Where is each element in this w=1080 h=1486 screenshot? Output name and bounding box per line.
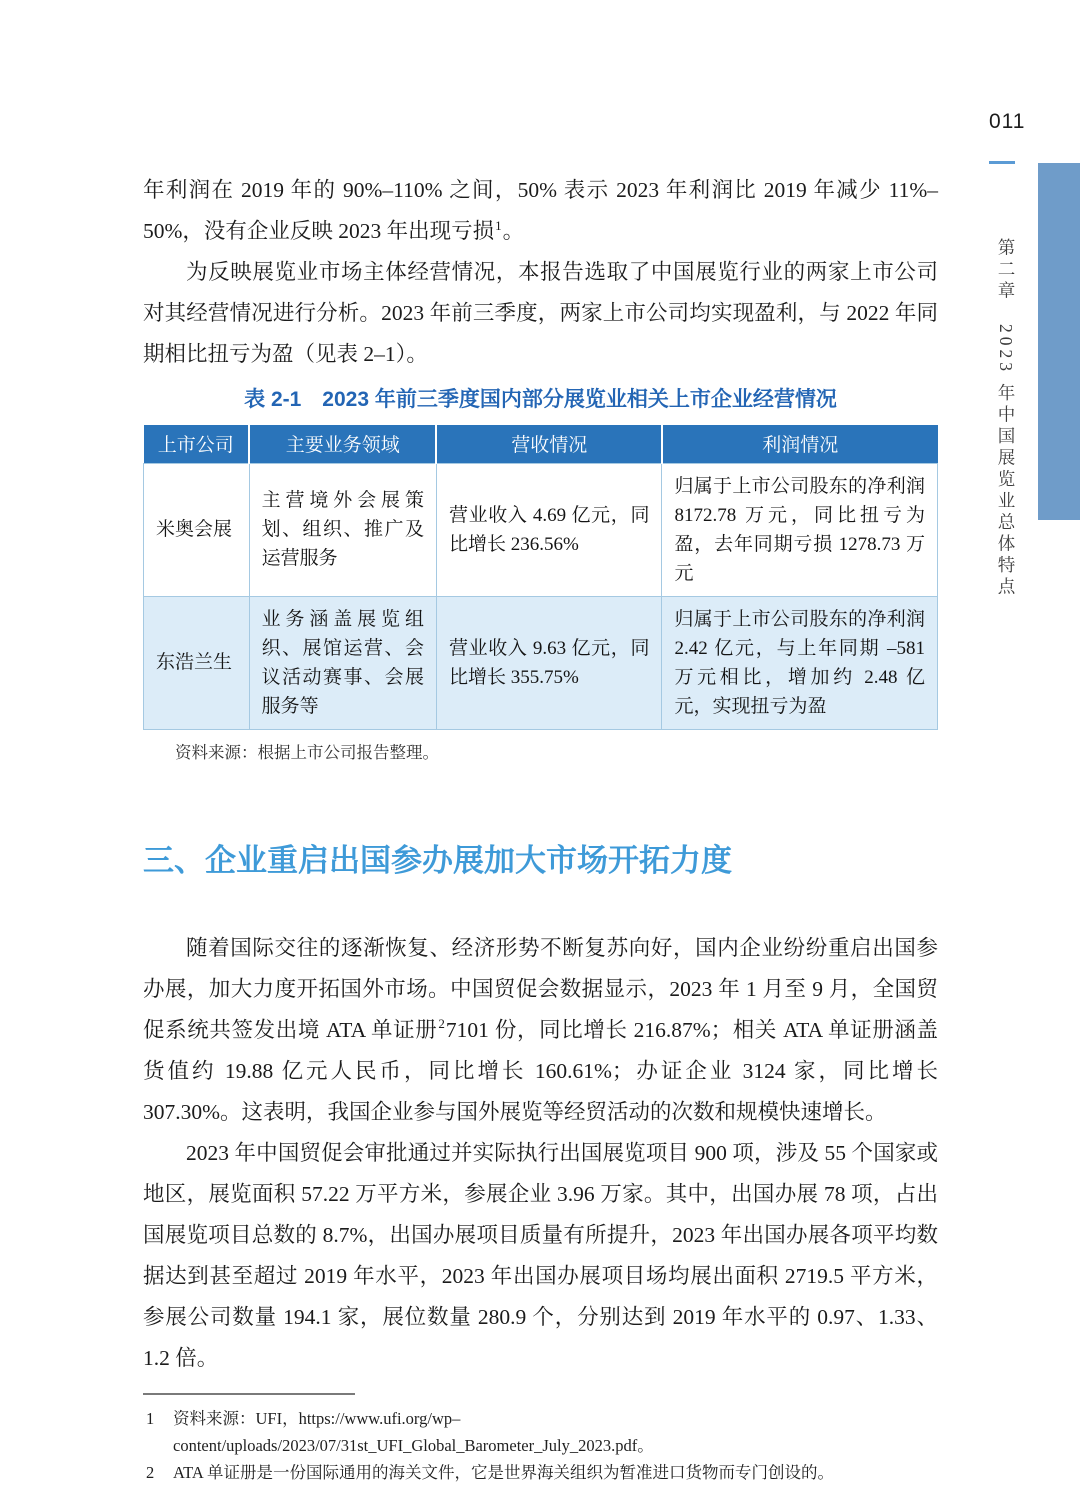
cell-business: 主营境外会展策划、组织、推广及运营服务	[249, 463, 436, 596]
listed-companies-table	[143, 425, 938, 730]
footnote-ref-2: 2	[438, 1016, 445, 1032]
cell-revenue: 营业收入 4.69 亿元，同比增长 236.56%	[436, 463, 661, 596]
table-title: 表 2-1 2023 年前三季度国内部分展览业相关上市企业经营情况	[244, 388, 837, 411]
chapter-color-bar	[1038, 163, 1080, 520]
cell-company: 东浩兰生	[144, 596, 250, 729]
paragraph-profit-range	[143, 170, 938, 252]
footnote-divider	[143, 1393, 355, 1395]
cell-company: 米奥会展	[144, 463, 250, 596]
paragraph-listed-companies: 为反映展览业市场主体经营情况，本报告选取了中国展览行业的两家上市公司对其经营情况进行分析。2023 年前三季度，两家上市公司均实现盈利，与 2022 年同期相比扭亏为盈（见表 2–1）。	[143, 260, 938, 366]
table-header-row	[144, 425, 938, 463]
footnote-text: 资料来源：UFI，https://www.ufi.org/wp–content/uploads/2023/07/31st_UFI_Global_Barometer_July_2023.pdf。	[173, 1408, 654, 1455]
header-business: 主要业务领域	[249, 425, 436, 463]
paragraph-text: 7101 份，同比增长 216.87%；相关 ATA 单证册涵盖货值约 19.88 亿元人民币，同比增长 160.61%；办证企业 3124 家，同比增长 307.30%。这表明，我国企业参与国外展览等经贸活动的次数和规模快速增长。	[143, 1017, 938, 1124]
paragraph-text: 年利润在 2019 年的 90%–110% 之间，50% 表示 2023 年利润比 2019 年减少 11%–50%，没有企业反映 2023 年出现亏损	[143, 178, 938, 243]
header-company: 上市公司	[144, 425, 250, 463]
page-number-tick	[989, 161, 1015, 164]
header-revenue: 营收情况	[436, 425, 661, 463]
table-row	[144, 596, 938, 729]
footnote-ref-1: 1	[495, 217, 502, 233]
cell-profit: 归属于上市公司股东的净利润 8172.78 万元，同比扭亏为盈，去年同期亏损 1278.73 万元	[662, 463, 938, 596]
cell-profit: 归属于上市公司股东的净利润 2.42 亿元，与上年同期 –581 万元相比，增加约 2.48 亿元，实现扭亏为盈	[662, 596, 938, 729]
table-row	[144, 463, 938, 596]
page-number: 011	[989, 110, 1026, 133]
table-block	[143, 385, 938, 766]
footnote-number: 2	[146, 1462, 155, 1482]
chapter-vertical-label: 第二章 2023 年中国展览业总体特点	[996, 238, 1016, 599]
main-content	[143, 0, 938, 1486]
footnote-item	[143, 1405, 938, 1459]
paragraph-text: 。	[502, 219, 525, 243]
header-profit: 利润情况	[662, 425, 938, 463]
section-heading: 三、企业重启出国参办展加大市场开拓力度	[143, 842, 732, 878]
footnotes-section	[143, 1393, 938, 1486]
footnote-item	[143, 1459, 938, 1486]
cell-business: 业务涵盖展览组织、展馆运营、会议活动赛事、会展服务等	[249, 596, 436, 729]
cell-revenue: 营业收入 9.63 亿元，同比增长 355.75%	[436, 596, 661, 729]
paragraph-text: 随着国际交往的逐渐恢复、经济形势不断复苏向好，国内企业纷纷重启出国参办展，加大力度开拓国外市场。中国贸促会数据显示，2023 年 1 月至 9 月，全国贸促系统共签发出境 ATA 单证册	[143, 935, 938, 1042]
table-source-note: 资料来源：根据上市公司报告整理。	[175, 742, 439, 762]
paragraph-outbound-exhibitions: 2023 年中国贸促会审批通过并实际执行出国展览项目 900 项，涉及 55 个国家或地区，展览面积 57.22 万平方米，参展企业 3.96 万家。其中，出国办展 78 项，占出国展览项目总数的 8.7%，出国办展项目质量有所提升，2023 年出国办展各项平均数据达到甚至超过 2019 年水平，2023 年出国办展项目场均展出面积 2719.5 平方米，参展公司数量 194.1 家，展位数量 280.9 个，分别达到 2019 年水平的 0.97、1.33、1.2 倍。	[143, 1140, 938, 1370]
footnote-text: ATA 单证册是一份国际通用的海关文件，它是世界海关组织为暂准进口货物而专门创设的。	[173, 1462, 834, 1482]
paragraph-ata-carnet	[143, 928, 938, 1133]
footnote-number: 1	[146, 1408, 155, 1428]
